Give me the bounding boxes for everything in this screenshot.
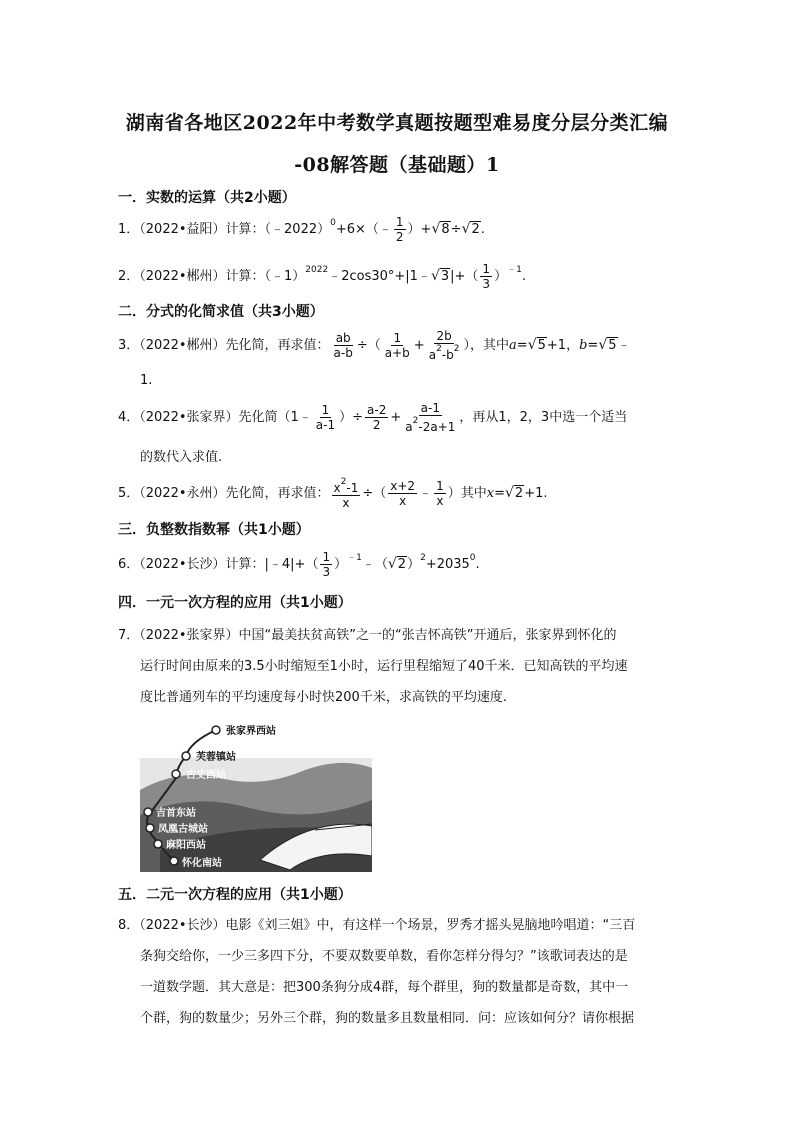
question-1: 1．（2022•益阳）计算：（﹣2022）$^0$+6×（﹣ $\frac{1}{2}$ ）+√8÷√2. bbox=[118, 215, 485, 244]
station-label-1: 张家界西站 bbox=[226, 726, 276, 737]
question-4: 4．（2022•张家界）先化简（1﹣ $\frac{1}{a-1}$ ）÷ $\frac{a-2}{2}$ + $\frac{a-1}{a^2-2a+1}$ ，再从1，2，3中选一个适当 bbox=[118, 401, 628, 434]
section-heading-5: 五．二元一次方程的应用（共1小题） bbox=[118, 887, 352, 903]
question-8-line-2: 条狗交给你，一少三多四下分，不要双数要单数，看你怎样分得匀？”该歌词表达的是 bbox=[140, 949, 628, 964]
question-2: 2．（2022•郴州）计算：（﹣1）$^{2022}$﹣2cos30°+|1﹣√3|+（ $\frac{1}{3}$ ）$^{﹣1}$. bbox=[118, 262, 526, 291]
page-title-line2: -08解答题（基础题）1 bbox=[294, 154, 500, 176]
question-4-cont: 的数代入求值. bbox=[140, 450, 223, 465]
station-label-7: 怀化南站 bbox=[182, 858, 222, 869]
station-label-6: 麻阳西站 bbox=[166, 840, 206, 851]
page-title-line1: 湖南省各地区2022年中考数学真题按题型难易度分层分类汇编 bbox=[125, 112, 669, 134]
section-heading-4: 四．一元一次方程的应用（共1小题） bbox=[118, 595, 352, 611]
question-3-cont: 1. bbox=[140, 373, 153, 388]
question-6: 6．（2022•长沙）计算：|﹣4|+（ $\frac{1}{3}$ ）$^{﹣1}﹣(√2)^2+2035^0$. bbox=[118, 550, 480, 579]
question-8-line-3: 一道数学题．其大意是：把300条狗分成4群，每个群里，狗的数量都是奇数，其中一 bbox=[140, 980, 629, 995]
question-7-line-3: 度比普通列车的平均速度每小时快200千米，求高铁的平均速度. bbox=[140, 690, 507, 705]
question-7-line-2: 运行时间由原来的3.5小时缩短至1小时，运行里程缩短了40千米．已知高铁的平均速 bbox=[140, 659, 628, 674]
station-label-3: 古丈西站 bbox=[186, 770, 226, 781]
railway-map-image bbox=[140, 720, 372, 872]
station-label-2: 芙蓉镇站 bbox=[196, 752, 236, 763]
question-8-line-4: 个群，狗的数量少；另外三个群，狗的数量多且数量相同．问：应该如何分？请你根据 bbox=[140, 1011, 635, 1026]
station-label-4: 吉首东站 bbox=[156, 808, 196, 819]
question-7-line-1: 7．（2022•张家界）中国“最美扶贫高铁”之一的“张吉怀高铁”开通后，张家界到怀化的 bbox=[118, 628, 617, 643]
question-5: 5．（2022•永州）先化简，再求值： $\frac{x^2-1}{x}$ ÷（ $\frac{x+2}{x}$ ﹣ $\frac{1}{x}$ ）其中x=√2+1. bbox=[118, 477, 548, 510]
question-8-line-1: 8．（2022•长沙）电影《刘三姐》中，有这样一个场景，罗秀才摇头晃脑地吟唱道：“三百 bbox=[118, 918, 636, 933]
section-heading-2: 二．分式的化简求值（共3小题） bbox=[118, 304, 324, 320]
station-label-5: 凤凰古城站 bbox=[158, 824, 208, 835]
section-heading-3: 三．负整数指数幂（共1小题） bbox=[118, 522, 310, 538]
section-heading-1: 一．实数的运算（共2小题） bbox=[118, 190, 296, 206]
question-3: 3．（2022•郴州）先化简，再求值： $\frac{ab}{a-b}$ ÷（ $\frac{1}{a+b}$ + $\frac{2b}{a^2-b^2}$ ），其中a=√5+1，b=√5﹣ bbox=[118, 329, 631, 362]
